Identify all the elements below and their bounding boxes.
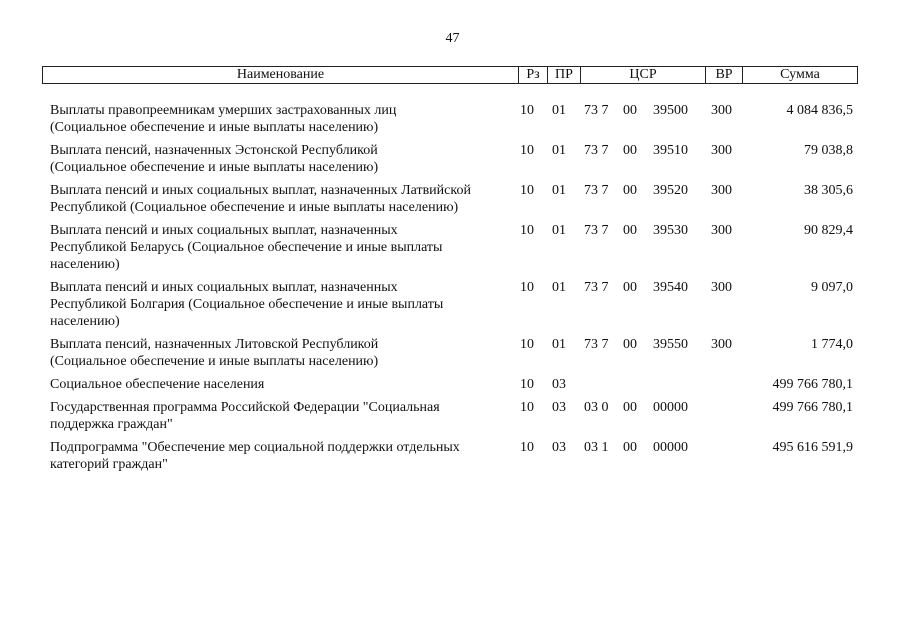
row-rz: 10 bbox=[520, 400, 534, 415]
header-vr: ВР bbox=[715, 67, 733, 82]
row-pr: 03 bbox=[552, 400, 566, 415]
row-name bbox=[50, 222, 510, 273]
row-csr1: 73 7 bbox=[584, 103, 609, 118]
row-name bbox=[50, 336, 510, 370]
row-vr: 300 bbox=[711, 143, 732, 158]
row-sum: 38 305,6 bbox=[804, 183, 853, 198]
row-csr2: 00 bbox=[623, 337, 637, 352]
row-name-line: Республикой Беларусь (Социальное обеспечение и иные выплаты bbox=[50, 240, 443, 255]
row-name-line: Республикой Болгария (Социальное обеспечение и иные выплаты bbox=[50, 297, 444, 312]
table-row bbox=[0, 142, 905, 176]
header-pr: ПР bbox=[555, 67, 573, 82]
row-csr3: 39510 bbox=[653, 143, 688, 158]
table-row bbox=[0, 279, 905, 330]
row-rz: 10 bbox=[520, 223, 534, 238]
table-row bbox=[0, 182, 905, 216]
row-csr3: 00000 bbox=[653, 400, 688, 415]
table-row bbox=[0, 222, 905, 273]
row-csr2: 00 bbox=[623, 223, 637, 238]
row-name bbox=[50, 439, 510, 473]
row-pr: 03 bbox=[552, 440, 566, 455]
row-pr: 01 bbox=[552, 183, 566, 198]
row-rz: 10 bbox=[520, 337, 534, 352]
row-vr: 300 bbox=[711, 103, 732, 118]
row-csr2: 00 bbox=[623, 103, 637, 118]
row-csr1: 73 7 bbox=[584, 337, 609, 352]
row-name bbox=[50, 182, 510, 216]
row-name-line: Государственная программа Российской Федерации "Социальная bbox=[50, 400, 440, 415]
row-sum: 1 774,0 bbox=[811, 337, 853, 352]
row-name bbox=[50, 142, 510, 176]
row-rz: 10 bbox=[520, 103, 534, 118]
row-name-line: Социальное обеспечение населения bbox=[50, 377, 265, 392]
table-row bbox=[0, 376, 905, 393]
row-sum: 4 084 836,5 bbox=[786, 103, 853, 118]
row-vr: 300 bbox=[711, 183, 732, 198]
row-sum: 499 766 780,1 bbox=[772, 377, 853, 392]
row-name bbox=[50, 279, 510, 330]
table-row bbox=[0, 336, 905, 370]
header-name: Наименование bbox=[236, 67, 325, 82]
row-sum: 499 766 780,1 bbox=[772, 400, 853, 415]
row-csr3: 00000 bbox=[653, 440, 688, 455]
header-rz: Рз bbox=[526, 67, 540, 82]
row-rz: 10 bbox=[520, 143, 534, 158]
row-csr1: 73 7 bbox=[584, 280, 609, 295]
row-rz: 10 bbox=[520, 377, 534, 392]
row-csr2: 00 bbox=[623, 400, 637, 415]
page-number: 47 bbox=[445, 31, 460, 46]
row-name bbox=[50, 376, 510, 393]
row-name-line: населению) bbox=[50, 314, 120, 329]
row-pr: 01 bbox=[552, 280, 566, 295]
row-rz: 10 bbox=[520, 183, 534, 198]
row-name-line: (Социальное обеспечение и иные выплаты населению) bbox=[50, 160, 379, 175]
row-csr1: 03 1 bbox=[584, 440, 609, 455]
row-csr1: 73 7 bbox=[584, 183, 609, 198]
row-name-line: (Социальное обеспечение и иные выплаты населению) bbox=[50, 120, 379, 135]
row-name-line: Республикой (Социальное обеспечение и иные выплаты населению) bbox=[50, 200, 459, 215]
row-csr2: 00 bbox=[623, 143, 637, 158]
row-name-line: Выплата пенсий, назначенных Литовской Республикой bbox=[50, 337, 379, 352]
row-vr: 300 bbox=[711, 337, 732, 352]
row-csr1: 73 7 bbox=[584, 223, 609, 238]
row-pr: 01 bbox=[552, 337, 566, 352]
row-csr1: 73 7 bbox=[584, 143, 609, 158]
row-name bbox=[50, 102, 510, 136]
row-csr3: 39500 bbox=[653, 103, 688, 118]
table-body bbox=[0, 102, 905, 479]
row-name-line: Выплата пенсий, назначенных Эстонской Республикой bbox=[50, 143, 378, 158]
table-row bbox=[0, 102, 905, 136]
row-vr: 300 bbox=[711, 223, 732, 238]
row-name-line: Выплата пенсий и иных социальных выплат, назначенных bbox=[50, 280, 398, 295]
row-rz: 10 bbox=[520, 280, 534, 295]
row-name-line: населению) bbox=[50, 257, 120, 272]
row-name-line: Подпрограмма "Обеспечение мер социальной поддержки отдельных bbox=[50, 440, 460, 455]
row-sum: 79 038,8 bbox=[804, 143, 853, 158]
row-csr3: 39550 bbox=[653, 337, 688, 352]
row-csr2: 00 bbox=[623, 280, 637, 295]
row-csr3: 39530 bbox=[653, 223, 688, 238]
row-vr: 300 bbox=[711, 280, 732, 295]
row-rz: 10 bbox=[520, 440, 534, 455]
row-name-line: Выплаты правопреемникам умерших застрахованных лиц bbox=[50, 103, 397, 118]
header-sum: Сумма bbox=[780, 67, 820, 82]
row-name-line: (Социальное обеспечение и иные выплаты населению) bbox=[50, 354, 379, 369]
row-sum: 9 097,0 bbox=[811, 280, 853, 295]
header-csr: ЦСР bbox=[629, 67, 657, 82]
row-csr2: 00 bbox=[623, 440, 637, 455]
row-name-line: категорий граждан" bbox=[50, 457, 168, 472]
table-row bbox=[0, 439, 905, 473]
row-csr1: 03 0 bbox=[584, 400, 609, 415]
row-name-line: Выплата пенсий и иных социальных выплат, назначенных Латвийской bbox=[50, 183, 471, 198]
row-name-line: Выплата пенсий и иных социальных выплат, назначенных bbox=[50, 223, 398, 238]
row-pr: 03 bbox=[552, 377, 566, 392]
row-pr: 01 bbox=[552, 103, 566, 118]
row-name-line: поддержка граждан" bbox=[50, 417, 173, 432]
row-csr2: 00 bbox=[623, 183, 637, 198]
row-name bbox=[50, 399, 510, 433]
row-pr: 01 bbox=[552, 143, 566, 158]
row-csr3: 39540 bbox=[653, 280, 688, 295]
row-csr3: 39520 bbox=[653, 183, 688, 198]
row-pr: 01 bbox=[552, 223, 566, 238]
table-header bbox=[42, 66, 858, 84]
table-row bbox=[0, 399, 905, 433]
row-sum: 90 829,4 bbox=[804, 223, 853, 238]
row-sum: 495 616 591,9 bbox=[772, 440, 853, 455]
